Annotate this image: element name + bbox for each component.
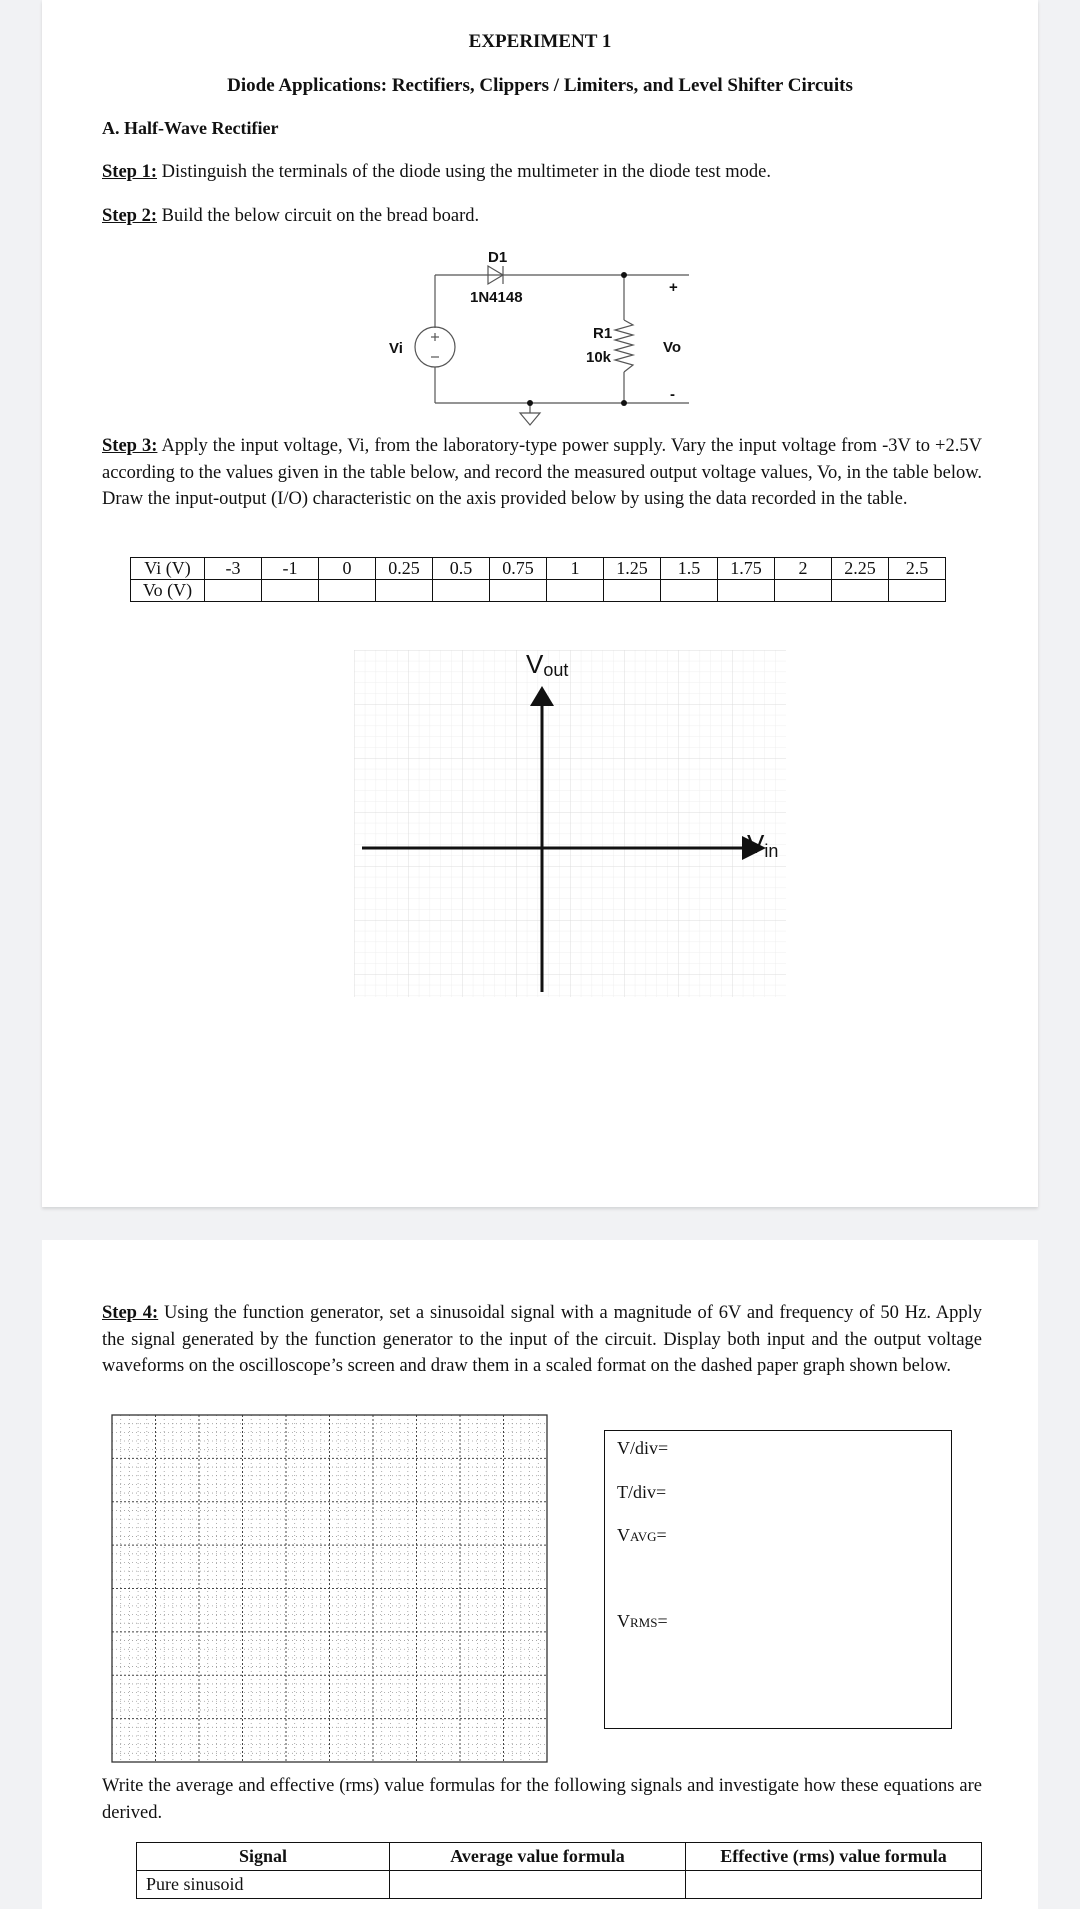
output-label: Vo <box>663 339 682 356</box>
diode-ref-label: D1 <box>488 249 508 266</box>
signal-name-cell: Pure sinusoid <box>137 1871 390 1899</box>
vi-value: 1.5 <box>661 558 718 580</box>
x-axis-label: Vin <box>747 829 779 861</box>
formula-table <box>136 1842 982 1899</box>
step-3-label: Step 3: <box>102 436 158 456</box>
output-plus-sign: + <box>669 279 678 296</box>
output-minus-sign: - <box>670 386 675 403</box>
table-row <box>137 1871 982 1899</box>
vi-value: 1 <box>547 558 604 580</box>
step-2-text: Build the below circuit on the bread board. <box>157 206 480 226</box>
rms-formula-cell[interactable] <box>686 1871 982 1899</box>
experiment-title: EXPERIMENT 1 <box>468 31 612 52</box>
section-heading-half-wave-rectifier: A. Half-Wave Rectifier <box>102 118 279 138</box>
tdiv-label: T/div= <box>617 1482 667 1502</box>
formula-table-header <box>137 1843 982 1871</box>
vi-value: 0.5 <box>433 558 490 580</box>
vi-value: 2.25 <box>832 558 889 580</box>
scope-grid-lines <box>112 1415 547 1762</box>
scope-settings-box <box>604 1430 952 1729</box>
document-page-1 <box>42 0 1038 1207</box>
step-1-text: Distinguish the terminals of the diode using the multimeter in the diode test mode. <box>157 162 771 182</box>
vi-value: -1 <box>262 558 319 580</box>
formula-intro-paragraph: Write the average and effective (rms) value formulas for the following signals and investigate how these equations are derived. <box>102 1776 982 1823</box>
vi-value: 2 <box>775 558 832 580</box>
experiment-subtitle: Diode Applications: Rectifiers, Clippers / Limiters, and Level Shifter Circuits <box>227 75 853 96</box>
vi-value: 0 <box>319 558 376 580</box>
vi-row-label: Vi (V) <box>131 558 205 580</box>
step-3-text: Apply the input voltage, Vi, from the laboratory-type power supply. Vary the input voltage from -3V to +2.5V according to the values given in the table below, and record the measured output voltage values, Vo, in the table below. Draw the input-output (I/O) characteristic on the axis provided below by using the data recorded in the table. <box>102 436 982 509</box>
diode-part-label: 1N4148 <box>470 289 523 306</box>
io-characteristic-axes <box>42 0 1038 1010</box>
header-signal: Signal <box>137 1843 390 1871</box>
source-label: Vi <box>389 340 403 357</box>
vrms-label: VRMS= <box>617 1611 668 1631</box>
vi-value: 0.25 <box>376 558 433 580</box>
step-1-label: Step 1: <box>102 162 157 182</box>
vavg-label: VAVG= <box>617 1525 667 1545</box>
vo-row-label: Vo (V) <box>131 580 205 602</box>
header-average-formula: Average value formula <box>390 1843 686 1871</box>
vi-value: 2.5 <box>889 558 946 580</box>
vi-value: 1.75 <box>718 558 775 580</box>
y-axis-label: Vout <box>526 649 569 680</box>
vdiv-label: V/div= <box>617 1438 669 1458</box>
header-rms-formula: Effective (rms) value formula <box>686 1843 982 1871</box>
vi-value: 0.75 <box>490 558 547 580</box>
step-4-text: Using the function generator, set a sinusoidal signal with a magnitude of 6V and frequency of 50 Hz. Apply the signal generated by the function generator to the input of the circuit. Display both input and the output voltage waveforms on the oscilloscope’s screen and draw them in a scaled format on the dashed paper graph shown below. <box>102 1303 982 1376</box>
document-page-2 <box>42 1240 1038 1909</box>
major-grid <box>354 650 786 997</box>
resistor-value-label: 10k <box>586 349 612 366</box>
average-formula-cell[interactable] <box>390 1871 686 1899</box>
resistor-ref-label: R1 <box>593 325 613 342</box>
vi-value: 1.25 <box>604 558 661 580</box>
step-2-label: Step 2: <box>102 206 157 226</box>
step-4-label: Step 4: <box>102 1303 159 1323</box>
vi-value: -3 <box>205 558 262 580</box>
